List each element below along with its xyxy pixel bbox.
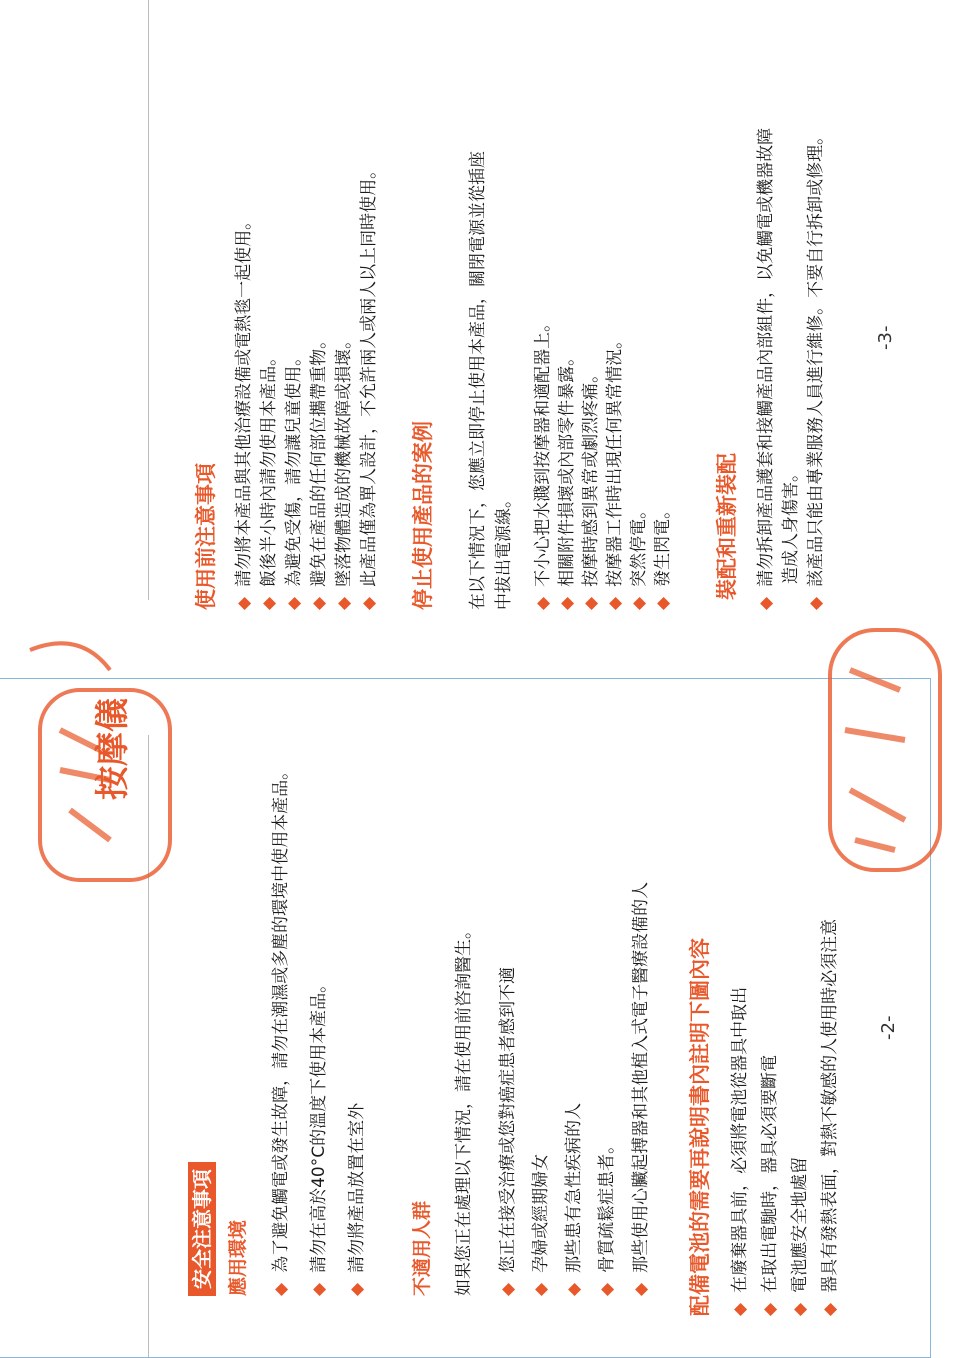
- diamond-bullet-icon: ◆: [581, 596, 601, 610]
- stop-item-1: ◆不小心把水濺到按摩器和適配器上。: [533, 314, 553, 610]
- page-number-left: -2-: [878, 1015, 899, 1040]
- battery-heading: 配備電池的需要再說明書內註明下圖內容: [688, 938, 712, 1316]
- before-use-heading: 使用前注意事項: [194, 463, 218, 610]
- diamond-bullet-icon: ◆: [597, 1282, 617, 1296]
- section-title-safety: 安全注意事項: [188, 1162, 216, 1296]
- env-item-3: ◆請勿將產品放置在室外: [347, 1102, 367, 1296]
- before-use-item-4: ◆避免在產品的任何部位攜帶重物。: [309, 331, 329, 610]
- diamond-bullet-icon: ◆: [820, 1302, 840, 1316]
- before-use-item-2: ◆飯後半小時內請勿使用本產品。: [259, 348, 279, 610]
- stop-intro-line2: 中拔出電源線。: [494, 491, 514, 610]
- diamond-bullet-icon: ◆: [498, 1282, 518, 1296]
- diamond-bullet-icon: ◆: [806, 596, 826, 610]
- before-use-item-1: ◆請勿將本產品與其他治療設備或電熱毯一起使用。: [234, 212, 254, 610]
- battery-item-2: ◆在取出電馳時，器具必須要斷電: [760, 1054, 780, 1316]
- diamond-bullet-icon: ◆: [653, 596, 673, 610]
- diamond-bullet-icon: ◆: [259, 596, 279, 610]
- diamond-bullet-icon: ◆: [760, 1302, 780, 1316]
- diamond-bullet-icon: ◆: [284, 596, 304, 610]
- unsuitable-item-3: ◆那些患有急性疾病的人: [564, 1102, 584, 1296]
- assembly-heading: 裝配和重新裝配: [715, 453, 739, 600]
- env-heading: 應用環境: [227, 1219, 249, 1296]
- unsuitable-heading: 不適用人群: [411, 1200, 433, 1296]
- stop-intro-line1: 在以下情況下，您應立即停止使用本產品，關閉電源並從插座: [468, 151, 488, 610]
- diamond-bullet-icon: ◆: [334, 596, 354, 610]
- stop-heading: 停止使用產品的案例: [411, 421, 435, 610]
- seal-stamp-right: [810, 610, 950, 880]
- diamond-bullet-icon: ◆: [730, 1302, 750, 1316]
- diamond-bullet-icon: ◆: [271, 1282, 291, 1296]
- diamond-bullet-icon: ◆: [790, 1302, 810, 1316]
- diamond-bullet-icon: ◆: [605, 596, 625, 610]
- before-use-item-3: ◆為避免受傷，請勿讓兒童使用。: [284, 348, 304, 610]
- assembly-item-1-cont: 造成人身傷害。: [781, 465, 801, 584]
- diamond-bullet-icon: ◆: [309, 1282, 329, 1296]
- page-number-right: -3-: [875, 325, 896, 350]
- center-divider: [148, 0, 149, 600]
- unsuitable-item-4: ◆骨質疏鬆症患者。: [597, 1136, 617, 1296]
- env-item-2: ◆請勿在高於40°C的溫度下使用本產品。: [309, 975, 329, 1296]
- unsuitable-item-1: ◆您正在接受治療或您對癌症患者感到不適: [498, 966, 518, 1296]
- before-use-item-5: ◆墜落物體造成的機械故障或損壞。: [334, 331, 354, 610]
- unsuitable-intro: 如果您正在處理以下情況，請在使用前咨詢醫生。: [454, 922, 474, 1296]
- diamond-bullet-icon: ◆: [564, 1282, 584, 1296]
- stop-item-2: ◆相關附件損壞或內部零件暴露。: [557, 348, 577, 610]
- diamond-bullet-icon: ◆: [309, 596, 329, 610]
- battery-item-4: ◆器具有發熱表面，對熱不敏感的人使用時必須注意: [820, 918, 840, 1316]
- stop-item-6: ◆發生閃電。: [653, 501, 673, 610]
- battery-item-1: ◆在廢棄器具前，必須將電池從器具中取出: [730, 986, 750, 1316]
- diamond-bullet-icon: ◆: [533, 596, 553, 610]
- assembly-item-2: ◆該產品只能由專業服務人員進行維修。不要自行拆卸或修理。: [806, 127, 826, 610]
- diamond-bullet-icon: ◆: [756, 596, 776, 610]
- before-use-item-6: ◆此產品僅為單人設計，不允許兩人或兩人以上同時使用。: [359, 161, 379, 610]
- env-item-1: ◆為了避免觸電或發生故障，請勿在潮濕或多塵的環境中使用本產品。: [271, 762, 291, 1296]
- diamond-bullet-icon: ◆: [234, 596, 254, 610]
- stop-item-3: ◆按摩時感到異常或劇烈疼痛。: [581, 365, 601, 610]
- unsuitable-item-2: ◆孕婦或經期婦女: [531, 1153, 551, 1296]
- diamond-bullet-icon: ◆: [531, 1282, 551, 1296]
- diamond-bullet-icon: ◆: [629, 596, 649, 610]
- stop-item-4: ◆按摩器工作時出現任何異常情況。: [605, 331, 625, 610]
- stamp-label: 按摩儀: [93, 698, 133, 800]
- diamond-bullet-icon: ◆: [347, 1282, 367, 1296]
- assembly-item-1: ◆請勿拆卸產品護套和接觸產品內部組件，以免觸電或機器故障: [756, 127, 776, 610]
- diamond-bullet-icon: ◆: [359, 596, 379, 610]
- unsuitable-item-5: ◆那些使用心臟起搏器和其他植入式電子醫療設備的人: [631, 881, 651, 1296]
- stop-item-5: ◆突然停電。: [629, 501, 649, 610]
- diamond-bullet-icon: ◆: [631, 1282, 651, 1296]
- diamond-bullet-icon: ◆: [557, 596, 577, 610]
- battery-item-3: ◆電池應安全地處留: [790, 1156, 810, 1316]
